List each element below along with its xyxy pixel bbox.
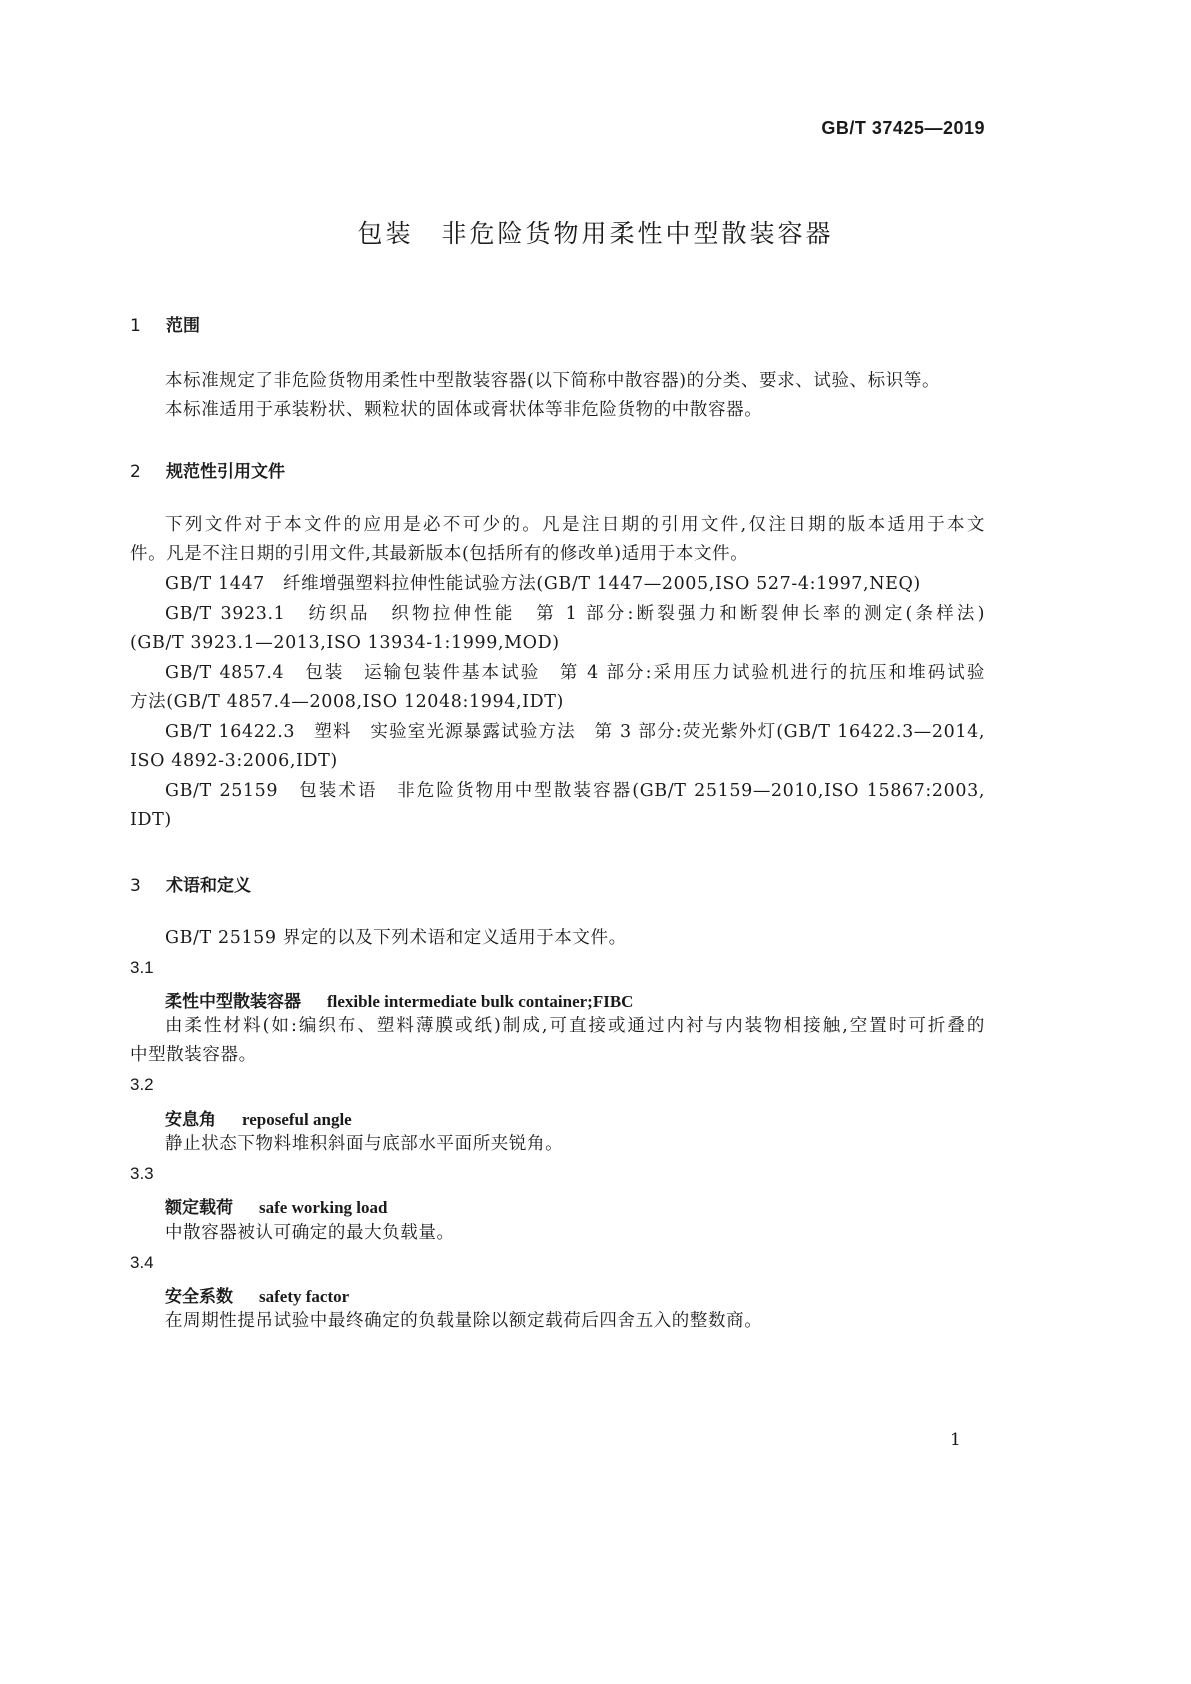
reference-item-cont: (GB/T 3923.1—2013,ISO 13934-1:1999,MOD) [130, 633, 560, 653]
term-heading [165, 1105, 352, 1130]
paragraph-line: 下列文件对于本文件的应用是必不可少的。凡是注日期的引用文件,仅注日期的版本适用于本文 [165, 515, 985, 535]
reference-item-cont: 方法(GB/T 4857.4—2008,ISO 12048:1994,IDT) [130, 692, 564, 712]
document-number: GB/T 37425—2019 [821, 118, 985, 138]
section-number: 2 [130, 462, 141, 482]
term-zh: 安息角 [165, 1110, 216, 1130]
clause-number: 3.3 [130, 1164, 154, 1183]
definition-line: 中型散装容器。 [130, 1045, 257, 1065]
term-zh: 额定载荷 [165, 1198, 233, 1218]
definition-line: 中散容器被认可确定的最大负载量。 [165, 1223, 455, 1243]
reference-item: GB/T 3923.1 纺织品 织物拉伸性能 第 1 部分:断裂强力和断裂伸长率的测定(条样法) [165, 604, 985, 624]
paragraph-line: GB/T 25159 界定的以及下列术语和定义适用于本文件。 [165, 928, 627, 948]
section-number: 1 [130, 316, 141, 336]
section-heading-terms [130, 871, 251, 896]
term-en: safe working load [259, 1198, 388, 1217]
definition-line: 在周期性提吊试验中最终确定的负载量除以额定载荷后四舍五入的整数商。 [165, 1311, 763, 1331]
reference-item: GB/T 25159 包装术语 非危险货物用中型散装容器(GB/T 25159—2010,ISO 15867:2003, [165, 781, 985, 801]
section-number: 3 [130, 876, 141, 896]
section-title: 术语和定义 [166, 876, 251, 896]
section-heading-scope [130, 311, 200, 336]
section-heading-references [130, 457, 285, 482]
paragraph-line: 本标准适用于承装粉状、颗粒状的固体或膏状体等非危险货物的中散容器。 [165, 400, 763, 420]
term-heading [165, 1282, 349, 1307]
definition-line: 静止状态下物料堆积斜面与底部水平面所夹锐角。 [165, 1134, 564, 1154]
term-en: flexible intermediate bulk container;FIBC [327, 992, 634, 1011]
term-zh: 安全系数 [165, 1287, 233, 1307]
page-number: 1 [950, 1430, 961, 1450]
clause-number: 3.1 [130, 958, 154, 977]
clause-number: 3.2 [130, 1075, 154, 1094]
term-heading [165, 987, 633, 1012]
reference-item-cont: IDT) [130, 810, 172, 830]
term-heading [165, 1193, 387, 1218]
section-title: 范围 [166, 316, 200, 336]
section-title: 规范性引用文件 [166, 462, 285, 482]
paragraph-line: 本标准规定了非危险货物用柔性中型散装容器(以下简称中散容器)的分类、要求、试验、标识等。 [165, 371, 941, 391]
term-en: safety factor [259, 1287, 350, 1306]
clause-number: 3.4 [130, 1253, 154, 1272]
page-title: 包装 非危险货物用柔性中型散装容器 [357, 219, 834, 248]
reference-item: GB/T 1447 纤维增强塑料拉伸性能试验方法(GB/T 1447—2005,ISO 527-4:1997,NEQ) [165, 574, 921, 594]
reference-item: GB/T 16422.3 塑料 实验室光源暴露试验方法 第 3 部分:荧光紫外灯(GB/T 16422.3—2014, [165, 722, 985, 742]
paragraph-line: 件。凡是不注日期的引用文件,其最新版本(包括所有的修改单)适用于本文件。 [130, 544, 749, 564]
reference-item: GB/T 4857.4 包装 运输包装件基本试验 第 4 部分:采用压力试验机进行的抗压和堆码试验 [165, 663, 985, 683]
reference-item-cont: ISO 4892-3:2006,IDT) [130, 751, 338, 771]
definition-line: 由柔性材料(如:编织布、塑料薄膜或纸)制成,可直接或通过内衬与内装物相接触,空置时可折叠的 [165, 1016, 985, 1036]
term-en: reposeful angle [242, 1110, 352, 1129]
term-zh: 柔性中型散装容器 [165, 992, 301, 1012]
